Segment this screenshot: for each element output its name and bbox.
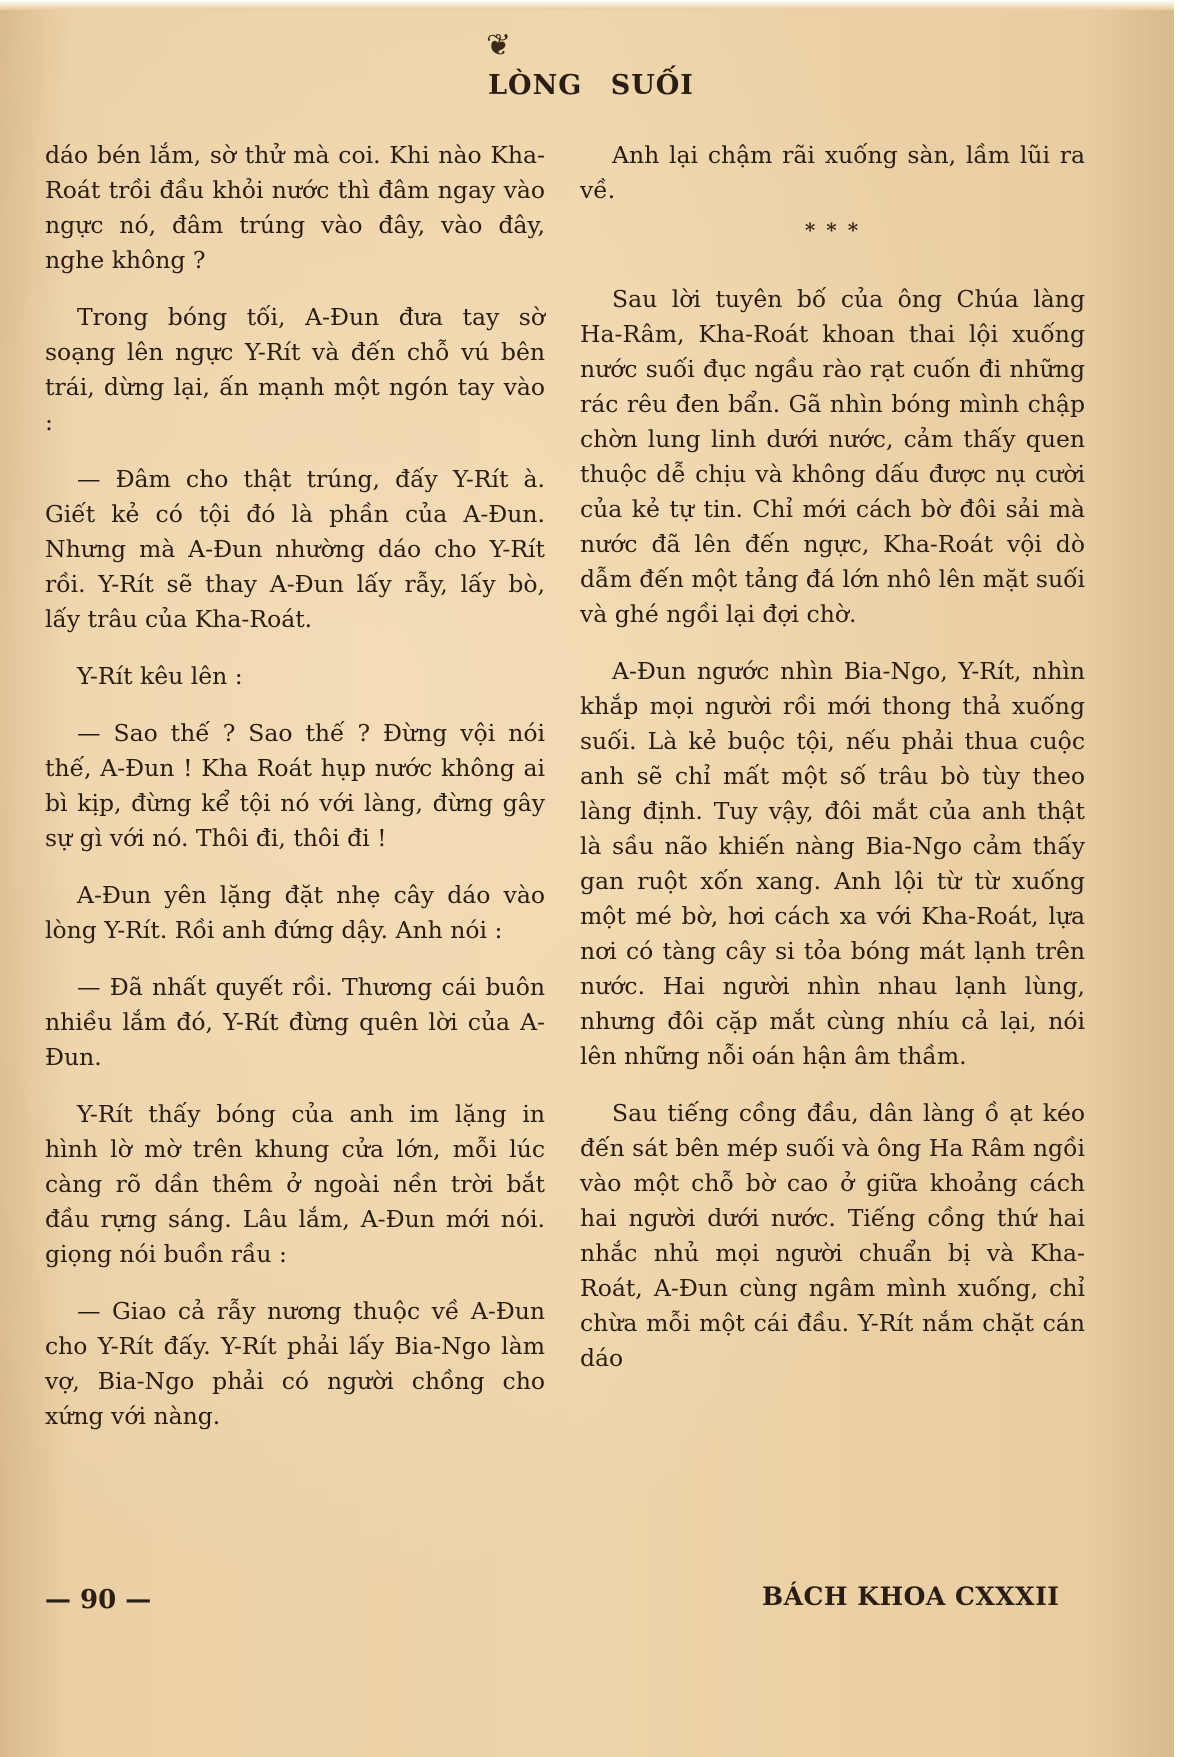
top-margin (0, 0, 1182, 10)
left-column (45, 138, 545, 1456)
paragraph: Sau tiếng cồng đầu, dân làng ồ ạt kéo đến sát bên mép suối và ông Ha Râm ngồi vào một chỗ bờ cao ở giữa khoảng cách hai người dưới nước. Tiếng cồng thứ hai nhắc nhủ mọi người chuẩn bị và Kha-Roát, A-Đun cùng ngâm mình xuống, chỉ chừa mỗi một cái đầu. Y-Rít nắm chặt cán dáo (580, 1099, 1085, 1372)
section-break-text: * * * (804, 218, 861, 242)
ornament-icon: ❦ (486, 28, 512, 63)
dialogue-paragraph: — Đâm cho thật trúng, đấy Y-Rít à. Giết kẻ có tội đó là phần của A-Đun. Nhưng mà A-Đun nhường dáo cho Y-Rít rồi. Y-Rít sẽ thay A-Đun lấy rẫy, lấy bò, lấy trâu của Kha-Roát. (45, 465, 545, 633)
paragraph: Y-Rít kêu lên : (77, 662, 243, 690)
dialogue-paragraph: — Đã nhất quyết rồi. Thương cái buôn nhiều lắm đó, Y-Rít đừng quên lời của A-Đun. (45, 973, 545, 1071)
paragraph: A-Đun yên lặng đặt nhẹ cây dáo vào lòng Y-Rít. Rồi anh đứng dậy. Anh nói : (45, 881, 545, 944)
dialogue-paragraph: — Sao thế ? Sao thế ? Đừng vội nói thế, A-Đun ! Kha Roát hụp nước không ai bì kịp, đừng kể tội nó với làng, đừng gây sự gì với nó. Thôi đi, thôi đi ! (45, 719, 545, 852)
right-margin (1174, 0, 1182, 1757)
paragraph: Sau lời tuyên bố của ông Chúa làng Ha-Râm, Kha-Roát khoan thai lội xuống nước suối đục ngầu rào rạt cuốn đi những rác rêu đen bẩn. Gã nhìn bóng mình chập chờn lung linh dưới nước, cảm thấy quen thuộc dễ chịu và không dấu được nụ cười của kẻ tự tin. Chỉ mới cách bờ đôi sải mà nước đã lên đến ngực, Kha-Roát vội dò dẫm đến một tảng đá lớn nhô lên mặt suối và ghé ngồi lại đợi chờ. (580, 285, 1085, 628)
right-column (580, 138, 1085, 1398)
paragraph: Y-Rít thấy bóng của anh im lặng in hình lờ mờ trên khung cửa lớn, mỗi lúc càng rõ dần thêm ở ngoài nền trời bắt đầu rựng sáng. Lâu lắm, A-Đun mới nói. giọng nói buồn rầu : (45, 1100, 545, 1268)
paragraph: Anh lại chậm rãi xuống sàn, lầm lũi ra về. (580, 141, 1085, 204)
publication-name: BÁCH KHOA CXXXII (762, 1582, 1060, 1611)
running-head-part1: LÒNG (488, 70, 583, 101)
dialogue-paragraph: — Giao cả rẫy nương thuộc về A-Đun cho Y-Rít đấy. Y-Rít phải lấy Bia-Ngo làm vợ, Bia-Ngo phải có người chồng cho xứng với nàng. (45, 1297, 545, 1430)
running-head (0, 70, 1182, 101)
section-break (580, 218, 1085, 242)
paragraph: A-Đun ngước nhìn Bia-Ngo, Y-Rít, nhìn khắp mọi người rồi mới thong thả xuống suối. Là kẻ buộc tội, nếu phải thua cuộc anh sẽ chỉ mất một số trâu bò tùy theo làng định. Tuy vậy, đôi mắt của anh thật là sầu não khiến nàng Bia-Ngo cảm thấy gan ruột xốn xang. Anh lội từ từ xuống một mé bờ, hơi cách xa với Kha-Roát, lựa nơi có tàng cây si tỏa bóng mát lạnh trên nước. Hai người nhìn nhau lạnh lùng, nhưng đôi cặp mắt cùng nhíu cả lại, nói lên những nỗi oán hận âm thầm. (580, 657, 1085, 1070)
running-head-part2: SUỐI (610, 70, 694, 101)
paragraph: Trong bóng tối, A-Đun đưa tay sờ soạng lên ngực Y-Rít và đến chỗ vú bên trái, dừng lại, ấn mạnh một ngón tay vào : (45, 303, 545, 436)
paragraph: dáo bén lắm, sờ thử mà coi. Khi nào Kha-Roát trồi đầu khỏi nước thì đâm ngay vào ngực nó, đâm trúng vào đây, vào đây, nghe không ? (45, 141, 545, 274)
page-number: — 90 — (45, 1585, 152, 1615)
